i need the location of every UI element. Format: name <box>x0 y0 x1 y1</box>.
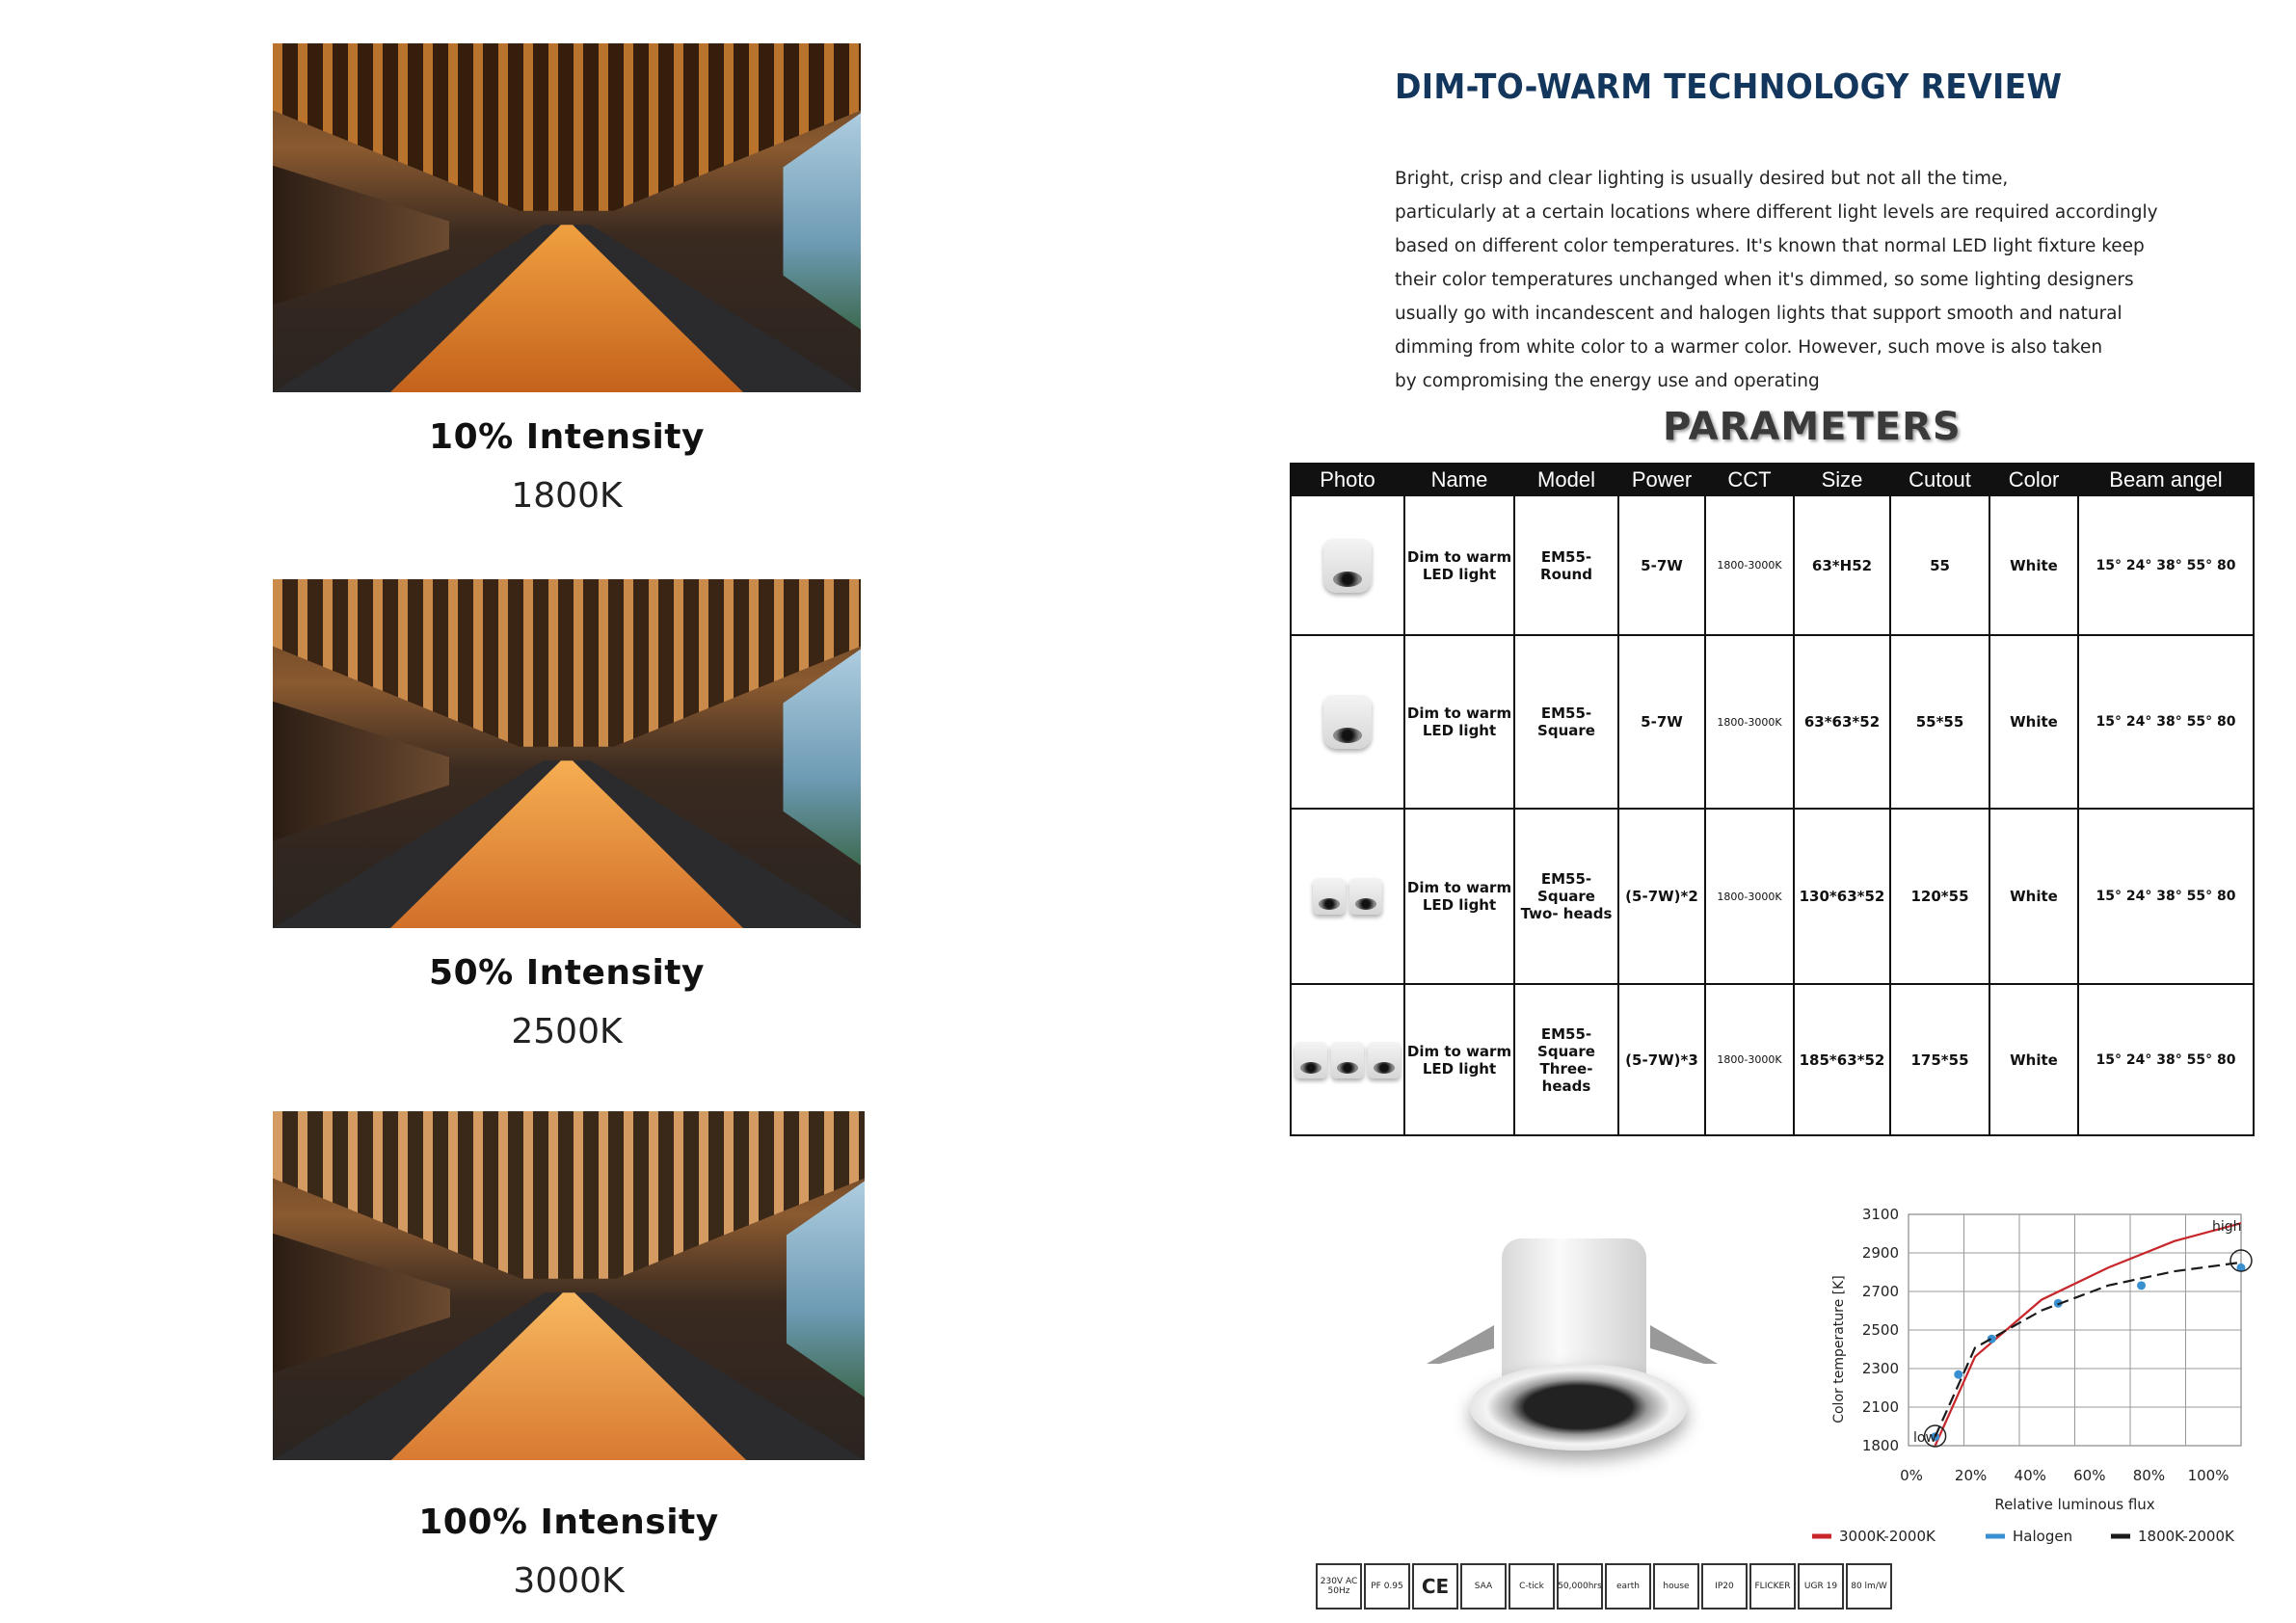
cert-icon: SAA <box>1460 1563 1507 1610</box>
table-row <box>1291 635 2254 809</box>
col-header: CCT <box>1705 464 1794 495</box>
cert-icon: IP20 <box>1701 1563 1748 1610</box>
cert-icon: UGR 19 <box>1798 1563 1844 1610</box>
review-line: based on different color temperatures. It's known that normal LED light fixture keep <box>1395 236 2145 256</box>
col-header: Name <box>1404 464 1514 495</box>
model-cell: EM55-Square Three- heads <box>1514 984 1618 1135</box>
photo-block-3 <box>273 1111 865 1601</box>
downlight-icon <box>1295 1042 1327 1078</box>
model-cell: EM55-Square <box>1514 635 1618 809</box>
cct-cell: 1800-3000K <box>1705 495 1794 635</box>
cert-icon: PF 0.95 <box>1364 1563 1410 1610</box>
size-cell: 130*63*52 <box>1794 809 1890 984</box>
y-tick-label: 2500 <box>1861 1321 1899 1339</box>
photo-cell <box>1291 495 1404 635</box>
cert-icon: FLICKER <box>1749 1563 1796 1610</box>
col-header: Photo <box>1291 464 1404 495</box>
cert-icon: C-tick <box>1508 1563 1555 1610</box>
power-cell: 5-7W <box>1618 635 1705 809</box>
downlight-icon <box>1323 539 1372 593</box>
size-cell: 63*63*52 <box>1794 635 1890 809</box>
col-header: Color <box>1989 464 2078 495</box>
series-line <box>1936 1263 2241 1437</box>
col-header: Beam angel <box>2078 464 2254 495</box>
series-point <box>1988 1335 1996 1344</box>
name-cell: Dim to warm LED light <box>1404 984 1514 1135</box>
review-line: usually go with incandescent and halogen lights that support smooth and natural <box>1395 304 2122 324</box>
beam-cell: 15° 24° 38° 55° 80 <box>2078 495 2254 635</box>
cutout-cell: 55 <box>1890 495 1989 635</box>
cert-icon: 50,000hrs <box>1557 1563 1603 1610</box>
downlight-icon <box>1323 695 1372 749</box>
cct-cell: 1800-3000K <box>1705 635 1794 809</box>
cct-value: 3000K <box>513 1561 625 1601</box>
size-cell: 63*H52 <box>1794 495 1890 635</box>
review-line: their color temperatures unchanged when it's dimmed, so some lighting designers <box>1395 270 2134 290</box>
name-cell: Dim to warm LED light <box>1404 809 1514 984</box>
x-tick-label: 0% <box>1900 1467 1923 1484</box>
low-label: low <box>1913 1430 1936 1446</box>
review-body <box>1395 162 2158 398</box>
x-tick-label: 20% <box>1954 1467 1988 1484</box>
cct-cell: 1800-3000K <box>1705 809 1794 984</box>
power-cell: 5-7W <box>1618 495 1705 635</box>
downlight-icon <box>1368 1042 1401 1078</box>
office-photo-100 <box>273 1111 865 1460</box>
y-tick-label: 3100 <box>1861 1206 1899 1223</box>
review-line: particularly at a certain locations where different light levels are required accordingly <box>1395 202 2158 223</box>
cert-icon: house <box>1653 1563 1699 1610</box>
power-cell: (5-7W)*2 <box>1618 809 1705 984</box>
table-header-row <box>1291 464 2254 495</box>
y-tick-label: 2100 <box>1861 1398 1899 1416</box>
intensity-title: 100% Intensity <box>418 1503 719 1542</box>
legend-label: Halogen <box>2013 1528 2073 1545</box>
cert-icon: 80 lm/W <box>1846 1563 1892 1610</box>
product-photo <box>1427 1229 1716 1508</box>
name-cell: Dim to warm LED light <box>1404 495 1514 635</box>
cutout-cell: 55*55 <box>1890 635 1989 809</box>
cutout-cell: 175*55 <box>1890 984 1989 1135</box>
model-cell: EM55-Round <box>1514 495 1618 635</box>
photo-block-1 <box>273 43 861 516</box>
x-tick-label: 100% <box>2187 1467 2229 1484</box>
intensity-title: 10% Intensity <box>429 417 705 457</box>
downlight-icon <box>1313 878 1346 915</box>
legend-label: 1800K-2000K <box>2138 1528 2234 1545</box>
cert-icon: CE <box>1412 1563 1458 1610</box>
series-line <box>1936 1223 2241 1446</box>
downlight-icon <box>1331 1042 1364 1078</box>
parameters-title: PARAMETERS <box>1663 405 1962 449</box>
y-tick-label: 2900 <box>1861 1244 1899 1262</box>
intensity-title: 50% Intensity <box>429 953 705 993</box>
color-cell: White <box>1989 809 2078 984</box>
photo-cell <box>1291 809 1404 984</box>
name-cell: Dim to warm LED light <box>1404 635 1514 809</box>
cct-chart <box>1793 1205 2256 1545</box>
table-row <box>1291 809 2254 984</box>
photo-cell <box>1291 984 1404 1135</box>
review-line: dimming from white color to a warmer color. However, such move is also taken <box>1395 337 2103 358</box>
y-axis-label: Color temperature [K] <box>1831 1275 1847 1423</box>
col-header: Model <box>1514 464 1618 495</box>
series-point <box>2137 1281 2146 1290</box>
cert-icon: earth <box>1605 1563 1651 1610</box>
cct-cell: 1800-3000K <box>1705 984 1794 1135</box>
x-tick-label: 40% <box>2014 1467 2046 1484</box>
review-title: DIM-TO-WARM TECHNOLOGY REVIEW <box>1395 67 2063 107</box>
col-header: Size <box>1794 464 1890 495</box>
col-header: Power <box>1618 464 1705 495</box>
table-row <box>1291 984 2254 1135</box>
table-row <box>1291 495 2254 635</box>
office-photo-10 <box>273 43 861 392</box>
series-point <box>1954 1370 1962 1379</box>
cutout-cell: 120*55 <box>1890 809 1989 984</box>
cct-value: 2500K <box>511 1012 623 1051</box>
parameters-table <box>1290 463 2255 1136</box>
legend-label: 3000K-2000K <box>1839 1528 1936 1545</box>
cert-icon: 230V AC 50Hz <box>1316 1563 1362 1610</box>
power-cell: (5-7W)*3 <box>1618 984 1705 1135</box>
review-line: by compromising the energy use and operating <box>1395 371 1820 391</box>
y-tick-label: 2300 <box>1861 1360 1899 1377</box>
beam-cell: 15° 24° 38° 55° 80 <box>2078 984 2254 1135</box>
y-tick-label: 1800 <box>1861 1437 1899 1454</box>
color-cell: White <box>1989 495 2078 635</box>
color-cell: White <box>1989 984 2078 1135</box>
review-line: Bright, crisp and clear lighting is usually desired but not all the time, <box>1395 169 2009 189</box>
color-cell: White <box>1989 635 2078 809</box>
beam-cell: 15° 24° 38° 55° 80 <box>2078 809 2254 984</box>
size-cell: 185*63*52 <box>1794 984 1890 1135</box>
x-tick-label: 80% <box>2132 1467 2166 1484</box>
x-axis-label: Relative luminous flux <box>1994 1496 2155 1513</box>
photo-block-2 <box>273 579 861 1051</box>
cct-value: 1800K <box>511 476 623 516</box>
x-tick-label: 60% <box>2073 1467 2106 1484</box>
model-cell: EM55-Square Two- heads <box>1514 809 1618 984</box>
downlight-icon <box>1349 878 1382 915</box>
office-photo-50 <box>273 579 861 928</box>
certification-icons <box>1316 1563 1892 1610</box>
photo-cell <box>1291 635 1404 809</box>
beam-cell: 15° 24° 38° 55° 80 <box>2078 635 2254 809</box>
high-label: high <box>2212 1219 2242 1235</box>
col-header: Cutout <box>1890 464 1989 495</box>
y-tick-label: 2700 <box>1861 1283 1899 1300</box>
